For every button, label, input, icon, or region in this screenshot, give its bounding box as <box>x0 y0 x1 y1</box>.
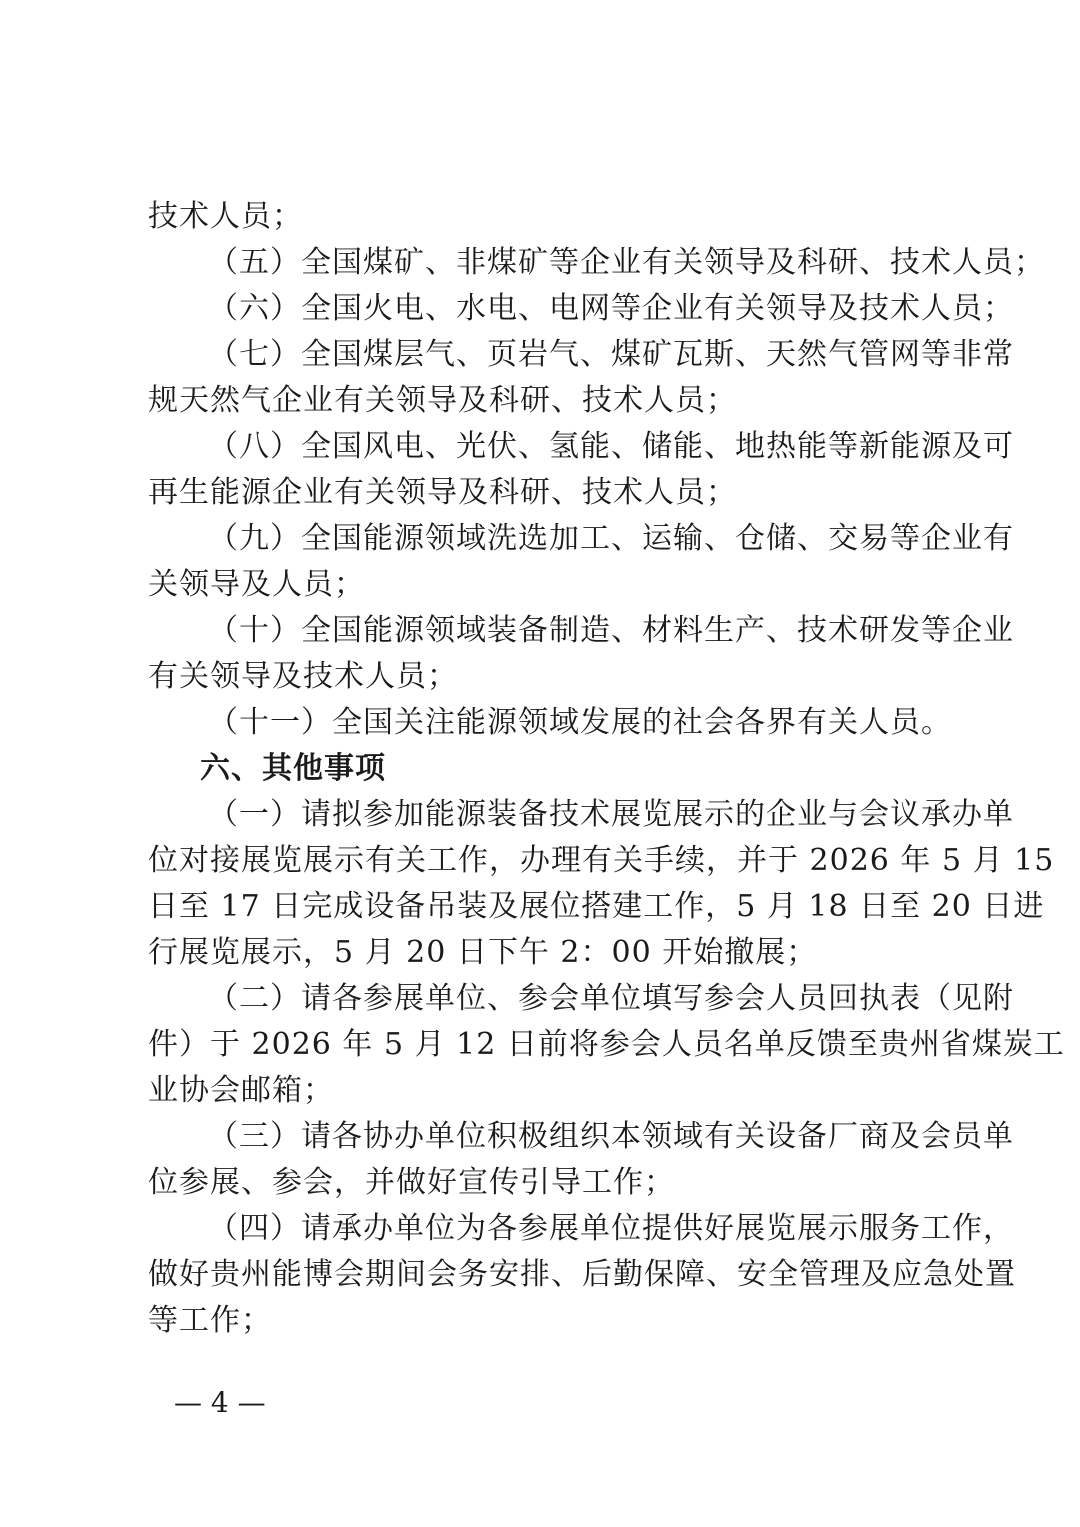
section-heading: 六、其他事项 <box>200 751 386 786</box>
text-line: 等工作； <box>148 1303 272 1338</box>
other-item-4: （四）请承办单位为各参展单位提供好展览展示服务工作， <box>208 1211 1014 1246</box>
text-line: 技术人员； <box>148 199 303 234</box>
text-line: 规天然气企业有关领导及科研、技术人员； <box>148 383 737 418</box>
text-line: 业协会邮箱； <box>148 1073 334 1108</box>
other-item-1: （一）请拟参加能源装备技术展览展示的企业与会议承办单 <box>208 797 1014 832</box>
list-item-11: （十一）全国关注能源领域发展的社会各界有关人员。 <box>208 705 952 740</box>
list-item-6: （六）全国火电、水电、电网等企业有关领导及技术人员； <box>208 291 1014 326</box>
text-line: 件）于 2026 年 5 月 12 日前将参会人员名单反馈至贵州省煤炭工 <box>148 1027 1065 1062</box>
text-line: 关领导及人员； <box>148 567 365 602</box>
text-line: 行展览展示，5 月 20 日下午 2：00 开始撤展； <box>148 935 818 970</box>
page-number: — 4 — <box>174 1386 266 1419</box>
list-item-8: （八）全国风电、光伏、氢能、储能、地热能等新能源及可 <box>208 429 1014 464</box>
text-line: 日至 17 日完成设备吊装及展位搭建工作，5 月 18 日至 20 日进 <box>148 889 1045 924</box>
text-line: 有关领导及技术人员； <box>148 659 458 694</box>
list-item-7: （七）全国煤层气、页岩气、煤矿瓦斯、天然气管网等非常 <box>208 337 1014 372</box>
text-line: 位对接展览展示有关工作，办理有关手续，并于 2026 年 5 月 15 <box>148 843 1055 878</box>
text-line: 再生能源企业有关领导及科研、技术人员； <box>148 475 737 510</box>
other-item-2: （二）请各参展单位、参会单位填写参会人员回执表（见附 <box>208 981 1014 1016</box>
text-line: 做好贵州能博会期间会务安排、后勤保障、安全管理及应急处置 <box>148 1257 1016 1292</box>
list-item-10: （十）全国能源领域装备制造、材料生产、技术研发等企业 <box>208 613 1014 648</box>
text-line: 位参展、参会，并做好宣传引导工作； <box>148 1165 675 1200</box>
list-item-9: （九）全国能源领域洗选加工、运输、仓储、交易等企业有 <box>208 521 1014 556</box>
list-item-5: （五）全国煤矿、非煤矿等企业有关领导及科研、技术人员； <box>208 245 1045 280</box>
other-item-3: （三）请各协办单位积极组织本领域有关设备厂商及会员单 <box>208 1119 1014 1154</box>
